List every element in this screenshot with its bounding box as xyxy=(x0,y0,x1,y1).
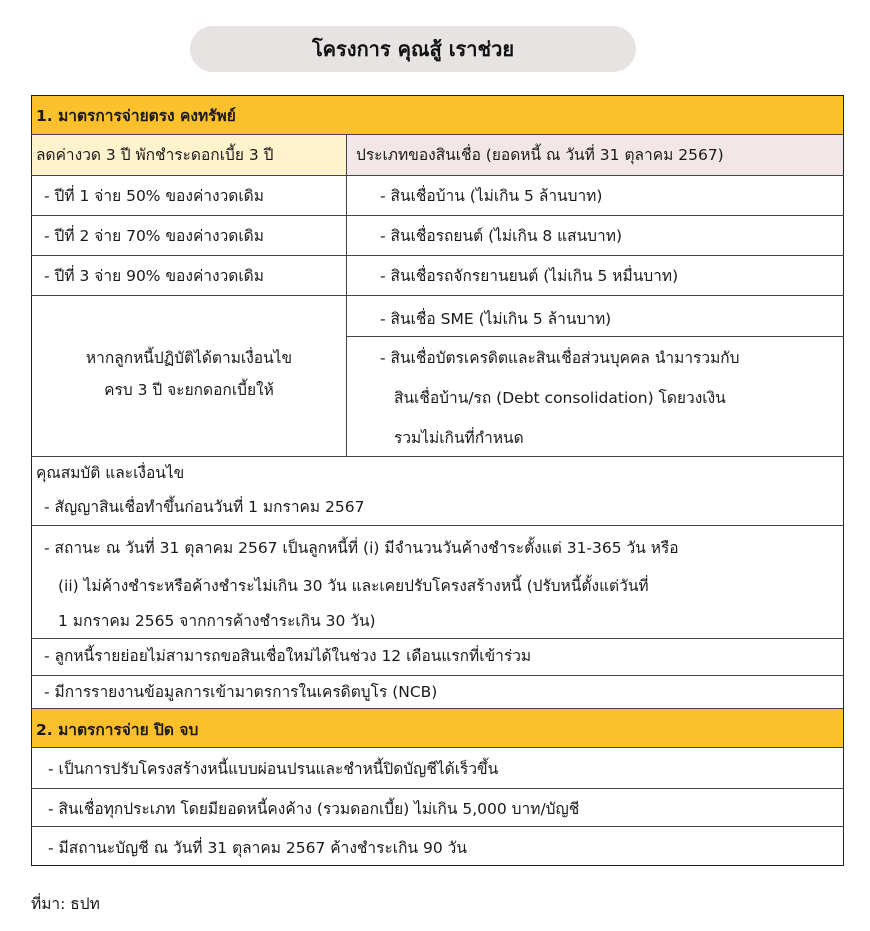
right-item-debt-consolidation-3: รวมไม่เกินที่กำหนด xyxy=(394,429,524,447)
conditions-heading: คุณสมบัติ และเงื่อนไข xyxy=(36,464,185,482)
section1-heading: 1. มาตรการจ่ายตรง คงทรัพย์ xyxy=(36,107,236,125)
section2-item-restructure: - เป็นการปรับโครงสร้างหนี้แบบผ่อนปรนและชำหนี้ปิดบัญชีได้เร็วขึ้น xyxy=(48,760,499,778)
left-note-line1: หากลูกหนี้ปฏิบัติได้ตามเงื่อนไข xyxy=(85,349,293,367)
right-item-car-loan: - สินเชื่อรถยนต์ (ไม่เกิน 8 แสนบาท) xyxy=(380,227,622,245)
left-note-line2: ครบ 3 ปี จะยกดอกเบี้ยให้ xyxy=(104,381,274,399)
condition-status-line2: (ii) ไม่ค้างชำระหรือค้างชำระไม่เกิน 30 วัน และเคยปรับโครงสร้างหนี้ (ปรับหนี้ตั้งแต่วันที่ xyxy=(58,577,649,595)
condition-contract-date: - สัญญาสินเชื่อทำขึ้นก่อนวันที่ 1 มกราคม 2567 xyxy=(44,498,365,516)
right-item-debt-consolidation-1: - สินเชื่อบัตรเครดิตและสินเชื่อส่วนบุคคล นำมารวมกับ xyxy=(380,349,740,367)
left-item-year3: - ปีที่ 3 จ่าย 90% ของค่างวดเดิม xyxy=(44,267,264,285)
source-note: ที่มา: ธปท xyxy=(31,895,100,913)
right-item-motorcycle-loan: - สินเชื่อรถจักรยานยนต์ (ไม่เกิน 5 หมื่นบาท) xyxy=(380,267,679,285)
condition-status-line3: 1 มกราคม 2565 จากการค้างชำระเกิน 30 วัน) xyxy=(58,612,376,630)
section2-item-account-status: - มีสถานะบัญชี ณ วันที่ 31 ตุลาคม 2567 ค้างชำระเกิน 90 วัน xyxy=(48,839,467,857)
page-title: โครงการ คุณสู้ เราช่วย xyxy=(190,26,636,72)
section2-item-all-loans: - สินเชื่อทุกประเภท โดยมียอดหนี้คงค้าง (รวมดอกเบี้ย) ไม่เกิน 5,000 บาท/บัญชี xyxy=(48,800,580,818)
left-header: ลดค่างวด 3 ปี พักชำระดอกเบี้ย 3 ปี xyxy=(36,146,274,164)
right-item-home-loan: - สินเชื่อบ้าน (ไม่เกิน 5 ล้านบาท) xyxy=(380,187,603,205)
condition-status-line1: - สถานะ ณ วันที่ 31 ตุลาคม 2567 เป็นลูกหนี้ที่ (i) มีจำนวนวันค้างชำระตั้งแต่ 31-365 วัน หรือ xyxy=(44,539,679,557)
left-item-year1: - ปีที่ 1 จ่าย 50% ของค่างวดเดิม xyxy=(44,187,264,205)
left-item-year2: - ปีที่ 2 จ่าย 70% ของค่างวดเดิม xyxy=(44,227,264,245)
section2-heading: 2. มาตรการจ่าย ปิด จบ xyxy=(36,721,199,739)
right-item-debt-consolidation-2: สินเชื่อบ้าน/รถ (Debt consolidation) โดยวงเงิน xyxy=(394,389,726,407)
condition-no-new-loan: - ลูกหนี้รายย่อยไม่สามารถขอสินเชื่อใหม่ได้ในช่วง 12 เดือนแรกที่เข้าร่วม xyxy=(44,647,532,665)
condition-ncb-report: - มีการรายงานข้อมูลการเข้ามาตรการในเครดิตบูโร (NCB) xyxy=(44,683,438,701)
right-item-sme-loan: - สินเชื่อ SME (ไม่เกิน 5 ล้านบาท) xyxy=(380,310,612,328)
right-header: ประเภทของสินเชื่อ (ยอดหนี้ ณ วันที่ 31 ตุลาคม 2567) xyxy=(356,146,724,164)
